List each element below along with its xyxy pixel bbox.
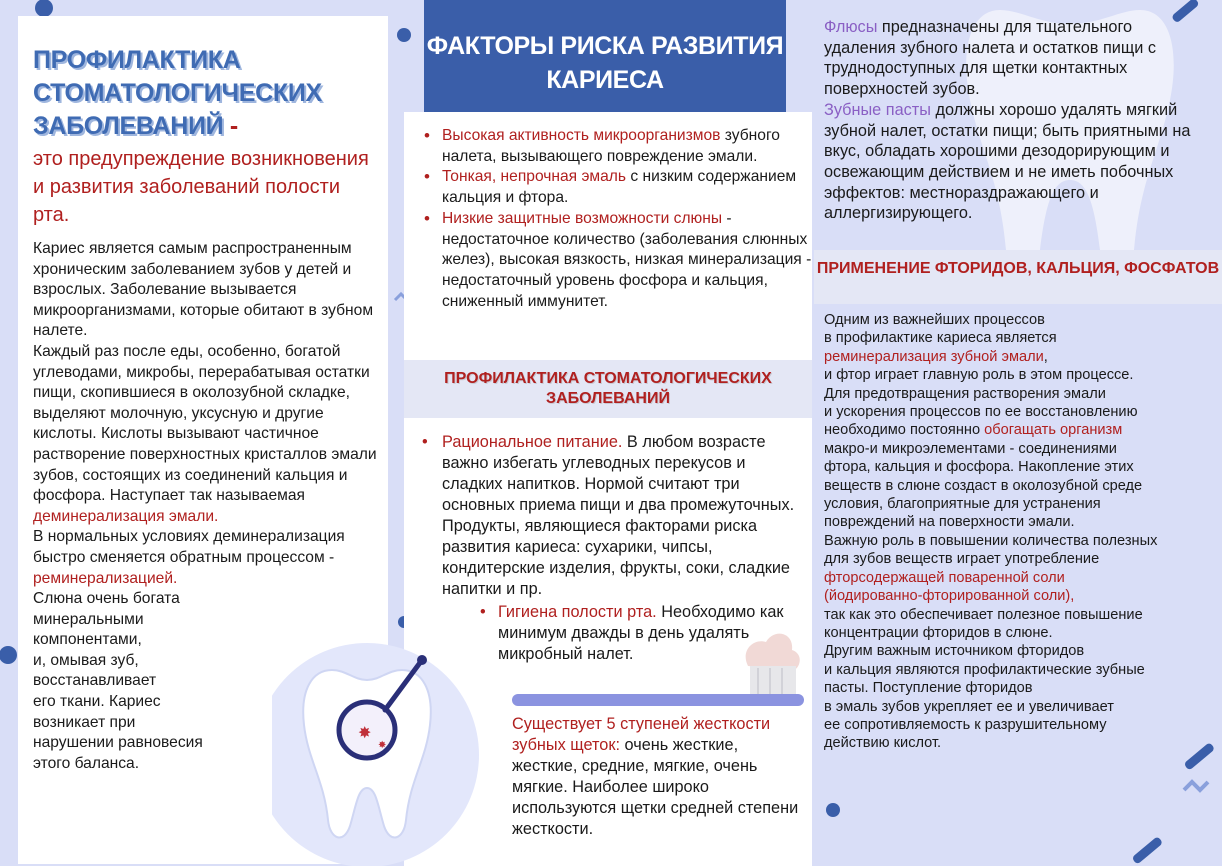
text-line: Одним из важнейших процессов <box>824 312 1045 328</box>
paragraph-text: очень жесткие, жесткие, средние, мягкие, очень мягкие. Наиболее широко используются щетки средней степени жесткости. <box>512 736 799 838</box>
fluoride-heading: ПРИМЕНЕНИЕ ФТОРИДОВ, КАЛЬЦИЯ, ФОСФАТОВ <box>814 250 1222 304</box>
paragraph <box>824 100 1204 224</box>
fluoride-text <box>824 311 1214 753</box>
highlight-text: Высокая активность микроорганизмов <box>442 127 721 144</box>
text-line: условия, благоприятные для устранения <box>824 496 1101 513</box>
highlight-text: Низкие защитные возможности слюны <box>442 209 723 227</box>
text-line: концентрации фторидов в слюне. <box>824 624 1053 641</box>
nutrition-item <box>422 432 808 600</box>
prevention-heading: ПРОФИЛАКТИКА СТОМАТОЛОГИЧЕСКИХ ЗАБОЛЕВАНИЙ <box>404 360 812 418</box>
title-line: СТОМАТОЛОГИЧЕСКИХ <box>33 79 322 107</box>
germ-icon: ✸ <box>358 723 372 742</box>
paragraph-line: компонентами, <box>33 631 142 649</box>
text-line: для зубов веществ играет употребление <box>824 551 1100 568</box>
highlight-text: Гигиена полости рта. <box>498 603 657 621</box>
page-title <box>33 44 380 143</box>
decor-bar <box>1131 836 1163 865</box>
highlight-text: Тонкая, непрочная эмаль <box>442 168 627 186</box>
brush-handle <box>512 694 804 706</box>
list-item-text: зубного налета, вызывающего повреждение эмали. <box>442 127 780 165</box>
highlight-text: фторсодержащей поваренной соли <box>824 569 1065 586</box>
text-line: повреждений на поверхности эмали. <box>824 514 1075 531</box>
paragraph <box>33 527 380 589</box>
paragraph <box>33 342 380 527</box>
brush-stiffness-text <box>512 714 804 840</box>
title-line: ПРОФИЛАКТИКА <box>33 46 241 74</box>
paragraph-line: восстанавливает <box>33 672 157 690</box>
paragraph: Кариес является самым распространенным хроническим заболеванием зубов у детей и взрослых. Заболевание вызывается микроорганизмами, которые обитают в зубном налете. <box>33 240 374 340</box>
toothbrush-illustration <box>508 620 808 712</box>
list-item <box>422 126 812 167</box>
text-line: Важную роль в повышении количества полезных <box>824 532 1158 549</box>
text-line: пасты. Поступление фторидов <box>824 680 1033 697</box>
title-line: ЗАБОЛЕВАНИЙ <box>33 112 224 140</box>
highlight-text: Рациональное питание. <box>442 433 623 451</box>
text-line: веществ в слюне создаст в околозубной среде <box>824 477 1143 494</box>
tooth-illustration <box>272 630 502 866</box>
text-line <box>824 348 1214 366</box>
text-line: фтора, кальция и фосфора. Накопление этих <box>824 459 1134 476</box>
text-line-rest: , <box>1043 348 1048 365</box>
decor-dot <box>0 646 17 664</box>
paragraph-text: предназначены для тщательного удаления зубного налета и остатков пищи с труднодоступных для щетки контактных поверхностей зубов. <box>824 18 1157 99</box>
text-line: и ускорения процессов по ее восстановлению <box>824 404 1138 421</box>
text-line: действию кислот. <box>824 735 942 752</box>
paragraph-line: нарушении равновесия <box>33 734 203 752</box>
decor-dot <box>826 803 840 817</box>
paragraph-text: В нормальных условиях деминерализация быстро сменяется обратным процессом - <box>33 528 345 566</box>
paragraph-line: и, омывая зуб, <box>33 651 139 669</box>
bullet: • <box>422 433 428 451</box>
paragraph-line: минеральными <box>33 610 144 628</box>
paragraph-line: его ткани. Кариес <box>33 693 161 711</box>
text-line: Другим важным источником фторидов <box>824 643 1085 660</box>
paragraph-line: возникает при <box>33 713 136 731</box>
text-line: в профилактике кариеса является <box>824 330 1057 347</box>
list-item-text: - недостаточное количество (заболевания слюнных желез), высокая вязкость, низкая минерализация - недостаточный уровень фосфора и кальция, сниженный иммунитет. <box>442 209 812 310</box>
bristles-icon <box>750 666 796 694</box>
list-item <box>422 167 812 208</box>
highlight-text: деминерализация эмали. <box>33 507 219 525</box>
decor-dot <box>397 28 411 42</box>
highlight-text: реминерализация зубной эмали <box>824 348 1044 365</box>
text-line-rest: необходимо постоянно <box>824 422 985 439</box>
list-item-text: В любом возрасте важно избегать углеводных перекусов и сладких напитков. Нормой считают три основных приема пищи и два промежуточных. Продукты, являющиеся факторами риска развития кариеса: сухарики, чипсы, кондитерские изделия, фрукты, соки, сладкие напитки и пр. <box>442 433 795 598</box>
paragraph-text: должны хорошо удалять мягкий зубной налет, остатки пищи; быть приятными на вкус, обладать хорошими дезодорирующим и освежающим действием и не иметь побочных эффектов: местнораздражающего и аллергизирующего. <box>824 100 1191 223</box>
risk-header: ФАКТОРЫ РИСКА РАЗВИТИЯ КАРИЕСА <box>424 0 786 112</box>
highlight-text: Существует 5 ступеней жесткости зубных щеток: <box>512 715 771 754</box>
text-line: ее сопротивляемость к разрушительному <box>824 716 1107 733</box>
decor-zigzag <box>1184 782 1208 790</box>
title-dash: - <box>223 112 238 140</box>
list-item <box>422 209 812 313</box>
text-line: в эмаль зубов укрепляет ее и увеличивает <box>824 698 1114 715</box>
text-line <box>824 421 1214 439</box>
highlight-text: Флюсы <box>824 18 878 36</box>
page-subtitle: это предупреждение возникновения и развития заболеваний полости рта. <box>33 148 369 226</box>
decor-dot <box>35 0 53 17</box>
risk-list <box>422 126 812 312</box>
highlight-text: обогащать организм <box>984 422 1123 439</box>
paragraph <box>824 17 1204 100</box>
text-line: так как это обеспечивает полезное повышение <box>824 606 1143 623</box>
highlight-text: реминерализацией. <box>33 569 178 587</box>
germ-icon: ✸ <box>378 740 387 751</box>
paragraph-text: Каждый раз после еды, особенно, богатой углеводами, микробы, перерабатывая остатки пищи, скопившиеся в околозубной складке, выделяют молочную, уксусную и другие кислоты. Кислоты вызывают частичное растворение поверхностных кристаллов эмали зубов, состоящих из соединений кальция и фосфора. Наступает так называемая <box>33 342 377 505</box>
text-line: Для предотвращения растворения эмали <box>824 385 1106 402</box>
bullet: • <box>480 603 486 621</box>
text-line: и фтор играет главную роль в этом процессе. <box>824 367 1134 384</box>
text-line: и кальция являются профилактические зубные <box>824 661 1145 678</box>
paragraph-line: Слюна очень богата <box>33 590 180 608</box>
floss-and-paste-text <box>824 17 1204 224</box>
highlight-text: (йодированно-фторированной соли), <box>824 588 1075 605</box>
list-item-text: Необходимо как минимум дважды в день удалять микробный налет. <box>498 603 784 663</box>
highlight-text: Зубные пасты <box>824 100 931 119</box>
list-item-text: с низким содержанием кальция и фтора. <box>442 168 797 207</box>
text-line: макро-и микроэлементами - соединениями <box>824 440 1117 457</box>
paragraph-line: этого баланса. <box>33 754 140 772</box>
toothpaste-icon <box>746 634 800 670</box>
